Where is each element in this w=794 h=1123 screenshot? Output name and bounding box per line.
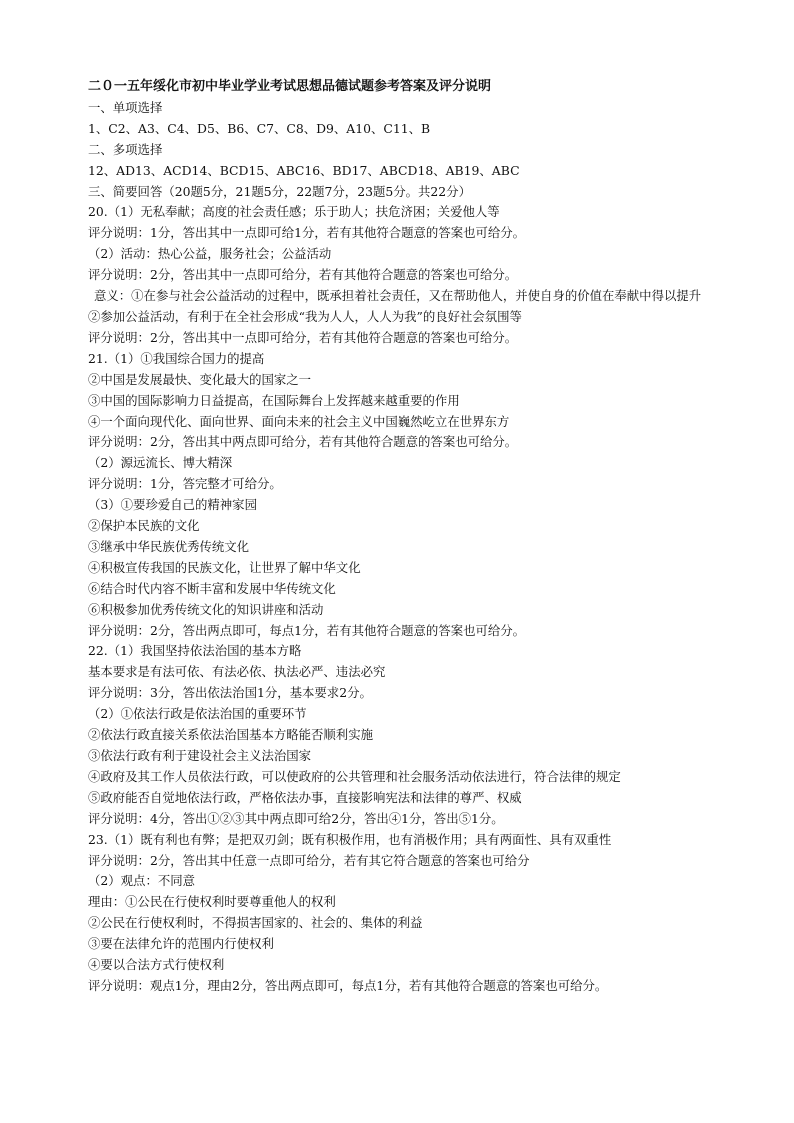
section-heading: 三、简要回答（20题5分，21题5分，22题7分，23题5分。共22分）	[88, 183, 471, 199]
answer-line: （2）①依法行政是依法治国的重要环节	[88, 706, 307, 722]
answer-line: ④一个面向现代化、面向世界、面向未来的社会主义中国巍然屹立在世界东方	[88, 413, 510, 429]
answer-line: ④要以合法方式行使权利	[88, 957, 225, 973]
answer-line: 22.（1）我国坚持依法治国的基本方略	[88, 643, 302, 659]
document-title: 二０一五年绥化市初中毕业学业考试思想品德试题参考答案及评分说明	[88, 79, 492, 94]
answer-line: ⑥积极参加优秀传统文化的知识讲座和活动	[88, 601, 324, 617]
scoring-note: 评分说明：2分，答出其中一点即可给分，若有其他符合题意的答案也可给分。	[88, 329, 518, 345]
scoring-note: 评分说明：2分，答出两点即可，每点1分，若有其他符合题意的答案也可给分。	[88, 622, 526, 638]
answer-line: ③继承中华民族优秀传统文化	[88, 538, 250, 554]
answer-line: 理由：①公民在行使权利时要尊重他人的权利	[88, 894, 336, 910]
answer-line: ③依法行政有利于建设社会主义法治国家	[88, 748, 312, 763]
answer-line: 23.（1）既有利也有弊；是把双刃剑；既有积极作用，也有消极作用；具有两面性、具有双重性	[88, 831, 612, 847]
scoring-note: 评分说明：观点1分，理由2分，答出两点即可，每点1分，若有其他符合题意的答案也可给分。	[88, 977, 608, 993]
answer-document	[88, 77, 708, 997]
answer-line: 21.（1）①我国综合国力的提高	[88, 350, 265, 366]
answer-line: ④政府及其工作人员依法行政，可以使政府的公共管理和社会服务活动依法进行，符合法律的规定	[88, 768, 621, 784]
answer-line: 12、AD13、ACD14、BCD15、ABC16、BD17、ABCD18、AB19、ABC	[88, 162, 520, 178]
answer-line: 意义：①在参与社会公益活动的过程中，既承担着社会责任，又在帮助他人，并使自身的价值在奉献中得以提升	[94, 288, 702, 304]
scoring-note: 评分说明：2分，答出其中两点即可给分，若有其他符合题意的答案也可给分。	[88, 434, 518, 450]
answer-line: ②保护本民族的文化	[88, 518, 200, 534]
answer-line: 基本要求是有法可依、有法必依、执法必严、违法必究	[88, 664, 386, 680]
answer-line: ②公民在行使权利时，不得损害国家的、社会的、集体的利益	[88, 915, 423, 931]
section-heading: 二、多项选择	[88, 141, 163, 157]
scoring-note: 评分说明：3分，答出依法治国1分，基本要求2分。	[88, 685, 372, 701]
scoring-note: 评分说明：1分，答出其中一点即可给1分，若有其他符合题意的答案也可给分。	[88, 225, 526, 241]
scoring-note: 评分说明：2分，答出其中任意一点即可给分，若有其它符合题意的答案也可给分	[88, 852, 530, 868]
scoring-note: 评分说明：4分，答出①②③其中两点即可给2分，答出④1分，答出⑤1分。	[88, 810, 504, 826]
section-heading: 一、单项选择	[88, 99, 163, 115]
answer-line: ②依法行政直接关系依法治国基本方略能否顺利实施	[88, 727, 373, 743]
answer-line: ③中国的国际影响力日益提高，在国际舞台上发挥越来越重要的作用	[88, 392, 460, 408]
answer-line: 20.（1）无私奉献；高度的社会责任感；乐于助人；扶危济困；关爱他人等	[88, 204, 500, 220]
answer-line: ②参加公益活动，有利于在全社会形成“我为人人，人人为我”的良好社会氛围等	[88, 308, 522, 324]
answer-line: （2）活动：热心公益，服务社会；公益活动	[88, 246, 332, 262]
scoring-note: 评分说明：1分，答完整才可给分。	[88, 476, 282, 492]
answer-line: ②中国是发展最快、变化最大的国家之一	[88, 371, 312, 387]
answer-line: （2）观点：不同意	[88, 873, 196, 889]
answer-line: （3）①要珍爱自己的精神家园	[88, 497, 257, 513]
answer-line: ③要在法律允许的范围内行使权利	[88, 936, 274, 952]
answer-line: ⑥结合时代内容不断丰富和发展中华传统文化	[88, 580, 336, 596]
scoring-note: 评分说明：2分，答出其中一点即可给分，若有其他符合题意的答案也可给分。	[88, 267, 518, 283]
answer-line: ④积极宣传我国的民族文化，让世界了解中华文化	[88, 559, 361, 575]
answer-line: 1、C2、A3、C4、D5、B6、C7、C8、D9、A10、C11、B	[88, 120, 431, 136]
answer-line: ⑤政府能否自觉地依法行政，严格依法办事，直接影响宪法和法律的尊严、权威	[88, 789, 522, 805]
answer-line: （2）源远流长、博大精深	[88, 455, 233, 471]
